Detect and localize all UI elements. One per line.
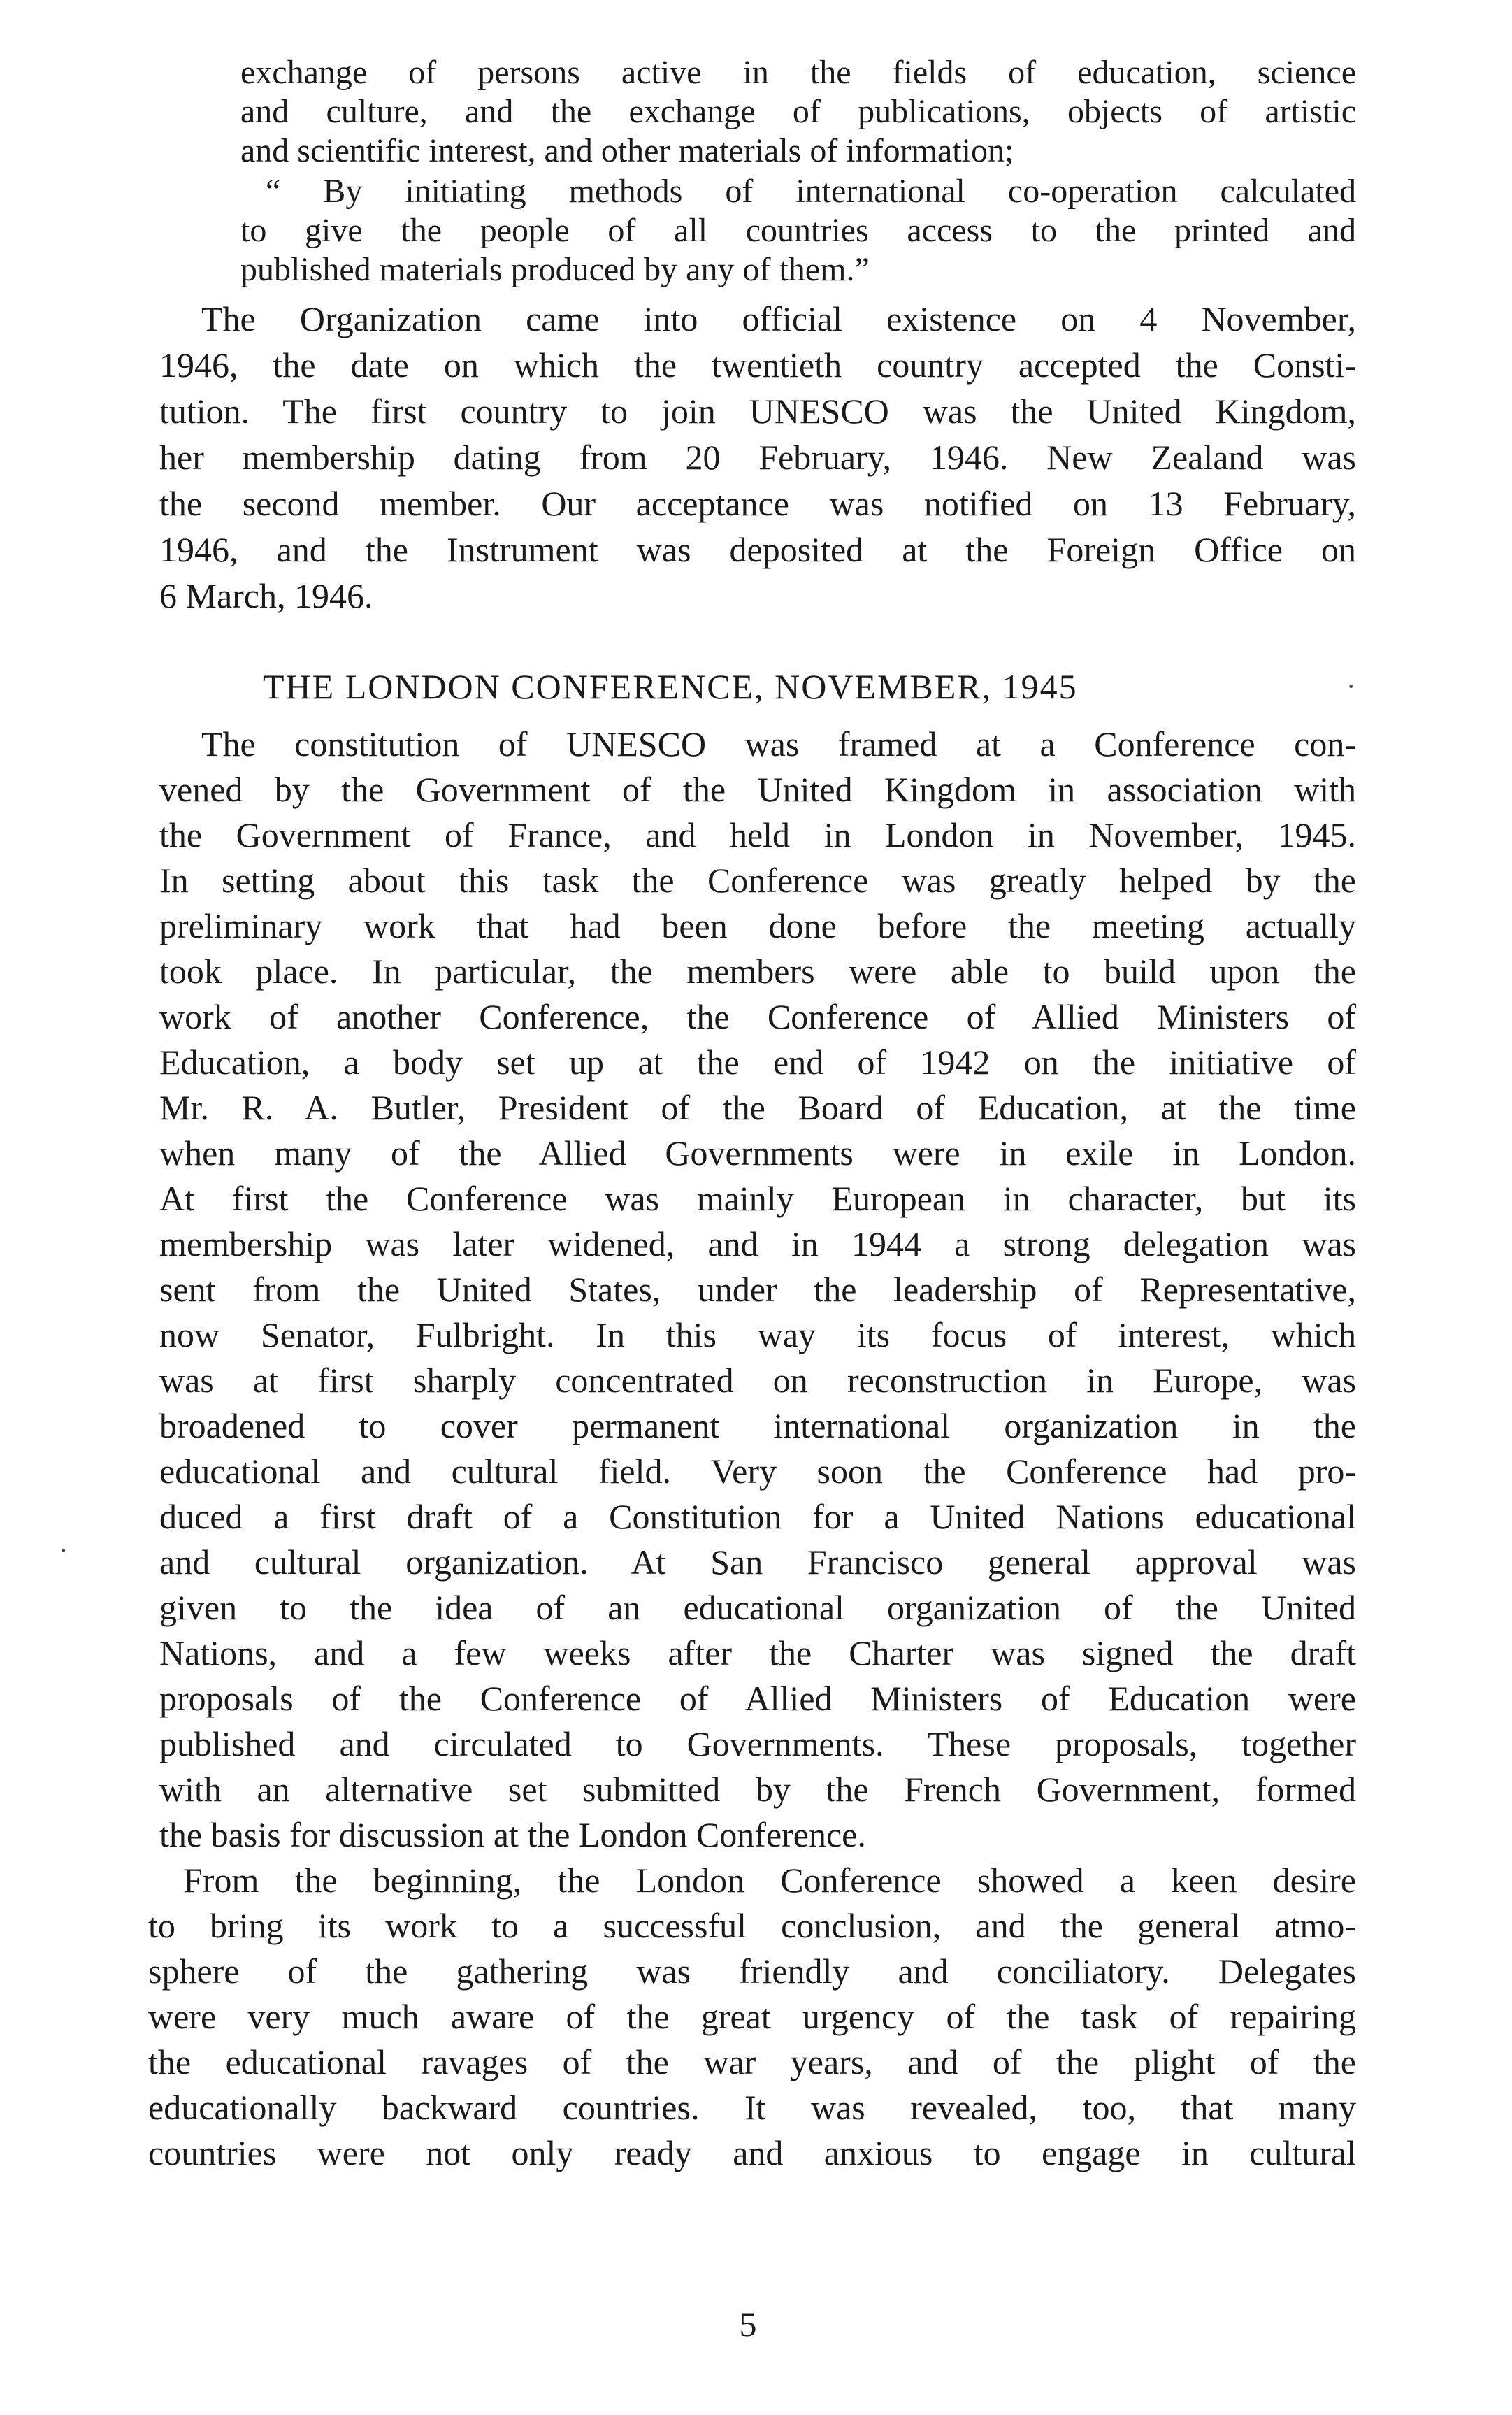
quote-line: to give the people of all countries access to the printed and bbox=[240, 212, 1356, 249]
quote-line: and scientific interest, and other materials of information; bbox=[240, 132, 1014, 169]
paragraph-line: the second member. Our acceptance was notified on 13 February, bbox=[159, 484, 1356, 523]
quote-line: published materials produced by any of them.” bbox=[240, 251, 870, 288]
paragraph-line: proposals of the Conference of Allied Ministers of Education were bbox=[159, 1679, 1356, 1718]
paragraph-line: when many of the Allied Governments were in exile in London. bbox=[159, 1133, 1356, 1173]
paragraph-line: took place. In particular, the members were able to build upon the bbox=[159, 952, 1356, 991]
paragraph-line: Mr. R. A. Butler, President of the Board of Education, at the time bbox=[159, 1088, 1356, 1127]
page-number: 5 bbox=[739, 2305, 757, 2344]
paragraph-line: The Organization came into official existence on 4 November, bbox=[201, 299, 1356, 338]
paragraph-line: given to the idea of an educational organization of the United bbox=[159, 1588, 1356, 1627]
section-heading: THE LONDON CONFERENCE, NOVEMBER, 1945 bbox=[263, 667, 1078, 706]
paragraph-line: 1946, and the Instrument was deposited at the Foreign Office on bbox=[159, 530, 1356, 569]
paragraph-line: The constitution of UNESCO was framed at a Conference con- bbox=[201, 724, 1356, 764]
quote-line: exchange of persons active in the fields of education, science bbox=[240, 54, 1356, 91]
paragraph-line: duced a first draft of a Constitution for a United Nations educational bbox=[159, 1497, 1356, 1536]
paragraph-line: educational and cultural field. Very soon the Conference had pro- bbox=[159, 1452, 1356, 1491]
paragraph-line: From the beginning, the London Conference showed a keen desire bbox=[183, 1861, 1356, 1900]
paragraph-line: work of another Conference, the Conference of Allied Ministers of bbox=[159, 997, 1356, 1036]
paragraph-line: 6 March, 1946. bbox=[159, 576, 373, 615]
paragraph-line: were very much aware of the great urgency of the task of repairing bbox=[148, 1997, 1356, 2036]
paragraph-line: her membership dating from 20 February, 1946. New Zealand was bbox=[159, 438, 1356, 477]
paragraph-line: with an alternative set submitted by the French Government, formed bbox=[159, 1770, 1356, 1809]
paragraph-line: sent from the United States, under the leadership of Representative, bbox=[159, 1270, 1356, 1309]
quote-line: “ By initiating methods of international co-operation calculated bbox=[266, 173, 1356, 210]
paragraph-line: to bring its work to a successful conclusion, and the general atmo- bbox=[148, 1906, 1356, 1945]
paragraph-line: membership was later widened, and in 1944 a strong delegation was bbox=[159, 1224, 1356, 1263]
paragraph-line: the basis for discussion at the London Conference. bbox=[159, 1815, 866, 1854]
paragraph-line: vened by the Government of the United Kingdom in association with bbox=[159, 770, 1356, 809]
paragraph-line: Nations, and a few weeks after the Charter was signed the draft bbox=[159, 1633, 1356, 1672]
paragraph-line: and cultural organization. At San Francisco general approval was bbox=[159, 1542, 1356, 1582]
quote-line: and culture, and the exchange of publications, objects of artistic bbox=[240, 93, 1356, 130]
paragraph-line: now Senator, Fulbright. In this way its focus of interest, which bbox=[159, 1315, 1356, 1354]
margin-dot: · bbox=[1346, 671, 1356, 702]
paragraph-line: Education, a body set up at the end of 1942 on the initiative of bbox=[159, 1042, 1356, 1082]
paragraph-line: published and circulated to Governments. These proposals, together bbox=[159, 1724, 1356, 1763]
paragraph-line: 1946, the date on which the twentieth country accepted the Consti- bbox=[159, 345, 1356, 385]
paragraph-line: At first the Conference was mainly European in character, but its bbox=[159, 1179, 1356, 1218]
paragraph-line: tution. The first country to join UNESCO was the United Kingdom, bbox=[159, 392, 1356, 431]
paragraph-line: sphere of the gathering was friendly and conciliatory. Delegates bbox=[148, 1951, 1356, 1991]
margin-dot: · bbox=[59, 1535, 69, 1566]
paragraph-line: the educational ravages of the war years, and of the plight of the bbox=[148, 2042, 1356, 2081]
paragraph-line: countries were not only ready and anxious to engage in cultural bbox=[148, 2133, 1356, 2172]
paragraph-line: In setting about this task the Conference was greatly helped by the bbox=[159, 861, 1356, 900]
paragraph-line: was at first sharply concentrated on reconstruction in Europe, was bbox=[159, 1361, 1356, 1400]
paragraph-line: educationally backward countries. It was revealed, too, that many bbox=[148, 2088, 1356, 2127]
paragraph-line: preliminary work that had been done before the meeting actually bbox=[159, 906, 1356, 945]
paragraph-line: the Government of France, and held in London in November, 1945. bbox=[159, 815, 1356, 854]
paragraph-line: broadened to cover permanent international organization in the bbox=[159, 1406, 1356, 1445]
